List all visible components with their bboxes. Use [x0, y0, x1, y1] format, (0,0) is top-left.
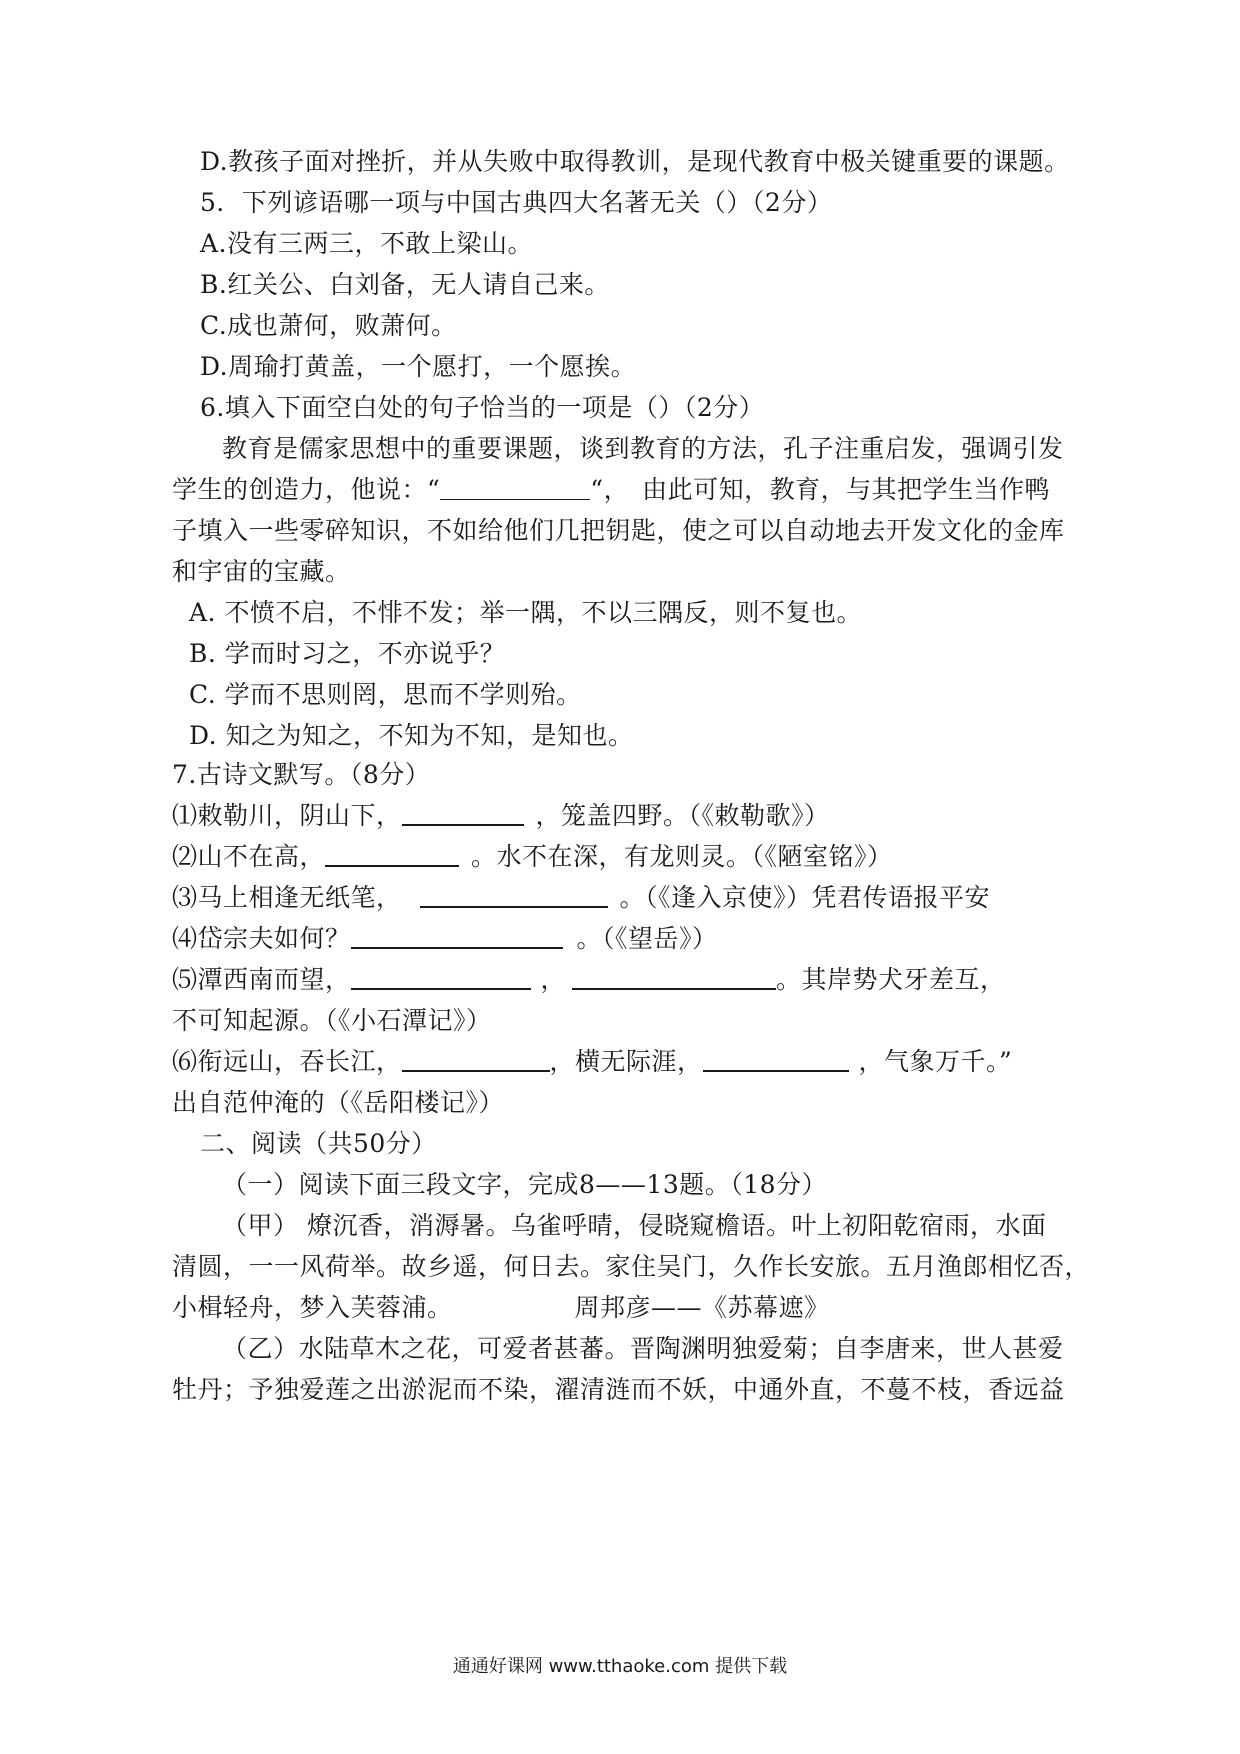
- passage-jia-line-2: 清圆，一一风荷举。故乡遥，何日去。家住吴门，久作长安旅。五月渔郎相忆否，: [172, 1252, 1091, 1281]
- q7-item-6-text: ⑹衔远山，吞长江，: [172, 1047, 402, 1076]
- passage-jia-text: 小楫轻舟，梦入芙蓉浦。: [172, 1293, 453, 1322]
- q7-item-5-continued: 不可知起源。（《小石潭记》）: [172, 1006, 492, 1035]
- q7-item-4-blank: [351, 925, 563, 949]
- q7-item-6-middle: ，横无际涯，: [549, 1047, 703, 1076]
- question-6: 6.填入下面空白处的句子恰当的一项是（）（2分）: [200, 393, 765, 422]
- q6-text-before-blank: 学生的创造力，他说：“: [172, 475, 441, 504]
- option-5a: A.没有三两三，不敢上梁山。: [200, 229, 534, 258]
- q7-item-5-blank-1: [351, 966, 531, 990]
- passage-yi-line-2: 牡丹；予独爱莲之出淤泥而不染，濯清涟而不妖，中通外直，不蔓不枝，香远益: [172, 1375, 1065, 1404]
- q7-item-6: [172, 1045, 1012, 1079]
- q6-text-after-blank: “， 由此可知，教育，与其把学生当作鸭: [590, 475, 1051, 504]
- option-4d: D.教孩子面对挫折，并从失败中取得教训，是现代教育中极关键重要的课题。: [200, 147, 1070, 176]
- passage-jia-author: 周邦彦——《苏幕遮》: [574, 1293, 830, 1322]
- option-6b: B. 学而时习之，不亦说乎？: [189, 639, 506, 668]
- q7-item-6-blank-1: [402, 1048, 550, 1072]
- option-6a: A. 不愤不启，不悱不发；举一隅，不以三隅反，则不复也。: [189, 598, 862, 627]
- q6-paragraph-line-1: 教育是儒家思想中的重要课题，谈到教育的方法，孔子注重启发，强调引发: [222, 434, 1064, 463]
- q7-item-1: [172, 799, 830, 833]
- question-7: 7.古诗文默写。（8分）: [172, 760, 431, 789]
- q7-item-2: [172, 840, 893, 874]
- q7-item-5-comma: ，: [540, 965, 567, 994]
- q7-item-2-text: ⑵山不在高，: [172, 842, 326, 871]
- q6-paragraph-line-2: [172, 473, 1050, 507]
- q7-item-1-source: ，笼盖四野。（《敕勒歌》）: [535, 801, 830, 830]
- option-5c: C.成也萧何，败萧何。: [200, 311, 457, 340]
- q7-item-3: [172, 881, 990, 915]
- option-6c: C. 学而不思则罔，思而不学则殆。: [189, 680, 582, 709]
- q7-item-5-text: ⑸潭西南而望，: [172, 965, 351, 994]
- q7-item-6-end: ，气象万千。”: [858, 1047, 1013, 1076]
- q7-item-4-source: 。（《望岳》）: [576, 924, 718, 953]
- option-6d: D. 知之为知之，不知为不知，是知也。: [189, 721, 634, 750]
- q7-item-2-blank: [325, 843, 459, 867]
- section-2-heading: 二、阅读（共50分）: [200, 1129, 437, 1158]
- q6-paragraph-line-3: 子填入一些零碎知识，不如给他们几把钥匙，使之可以自动地去开发文化的金库: [172, 516, 1065, 545]
- q7-item-1-blank: [402, 802, 524, 826]
- passage-yi-line-1: （乙）水陆草木之花，可爱者甚蕃。晋陶渊明独爱菊；自李唐来，世人甚爱: [222, 1334, 1064, 1363]
- q6-paragraph-line-4: 和宇宙的宝藏。: [172, 557, 351, 586]
- q7-item-5-blank-2: [572, 966, 776, 990]
- q7-item-3-blank: [420, 884, 608, 908]
- subsection-1-heading: （一）阅读下面三段文字，完成8——13题。（18分）: [222, 1170, 828, 1199]
- option-5d: D.周瑜打黄盖，一个愿打，一个愿挨。: [200, 352, 637, 381]
- page-footer: 通通好课网 www.tthaoke.com 提供下载: [452, 1656, 788, 1677]
- q7-item-6-continued: 出自范仲淹的（《岳阳楼记》）: [172, 1088, 505, 1117]
- option-5b: B.红关公、白刘备，无人请自己来。: [200, 270, 610, 299]
- q7-item-6-blank-2: [703, 1048, 849, 1072]
- q7-item-5: [172, 963, 1006, 997]
- passage-jia-line-1: （甲） 燎沉香，消溽暑。乌雀呼晴，侵晓窥檐语。叶上初阳乾宿雨，水面: [222, 1211, 1047, 1240]
- passage-jia-line-3: [172, 1291, 830, 1325]
- q7-item-5-rest: 。其岸势犬牙差互，: [776, 965, 1006, 994]
- q7-item-4-text: ⑷岱宗夫如何？: [172, 924, 351, 953]
- q6-blank: [440, 479, 590, 500]
- q7-item-1-text: ⑴敕勒川，阴山下，: [172, 801, 402, 830]
- q7-item-4: [172, 922, 718, 956]
- question-5: 5．下列谚语哪一项与中国古典四大名著无关（）（2分）: [200, 188, 833, 217]
- q7-item-2-source: 。水不在深，有龙则灵。（《陋室铭》）: [471, 842, 893, 871]
- q7-item-3-text: ⑶马上相逢无纸笔，: [172, 883, 402, 912]
- q7-item-3-source: 。（《逢入京使》）凭君传语报平安: [619, 883, 991, 912]
